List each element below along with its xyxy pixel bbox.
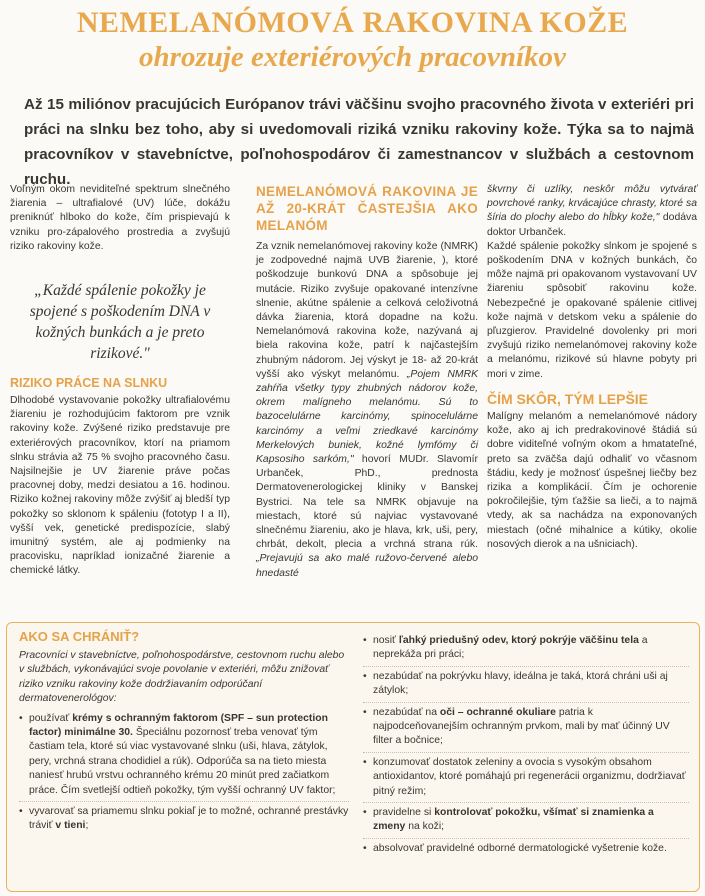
list-item-emphasis: oči – ochranné okuliare — [439, 706, 556, 718]
list-item-text: nosiť — [373, 635, 399, 646]
protection-box-right — [363, 631, 689, 859]
article-title-line1: NEMELANÓMOVÁ RAKOVINA KOŽE — [76, 6, 629, 39]
list-item-text: absolvovať pravidelné odborné dermatologické vyšetrenie kože. — [373, 842, 667, 854]
column-3-quote: škvrny či uzlíky, neskôr môžu vytvárať povrchové ranky, krvácajúce chrasty, ktoré sa šíria do plochy alebo do hĺbky kože," — [487, 184, 697, 224]
protection-list-right — [363, 631, 689, 859]
list-item-text-end: a neprekáža pri práci; — [373, 635, 648, 661]
column-2-quote-1: „Pojem NMRK zahŕňa všetky typy zhubných nádorov kože, okrem malígneho melanómu. Sú to bazocelulárne karcinómy, spinocelulárne karcinómy a veľmi zriedkavé karcinómy Merkelových buniek, kožné lymfómy či Kapsosiho sarkóm," — [256, 368, 478, 466]
list-item-text: nezabúdať na — [373, 706, 440, 718]
list-item-emphasis: ľahký priedušný odev, ktorý pokrýje väčšinu tela — [398, 635, 639, 646]
article-lead: Až 15 miliónov pracujúcich Európanov trávi väčšinu svojho pracovného života v exteriéri pri práci na slnku bez toho, aby si uvedomovali riziká vzniku rakoviny kože. Týka sa to najmä pracovníkov v stavebníctve, poľnohospodárov či zamestnancov v službách a cestovnom ruchu. — [24, 96, 694, 188]
list-item-text-end: patria k najpodceňovanejším ochranným prvkom, mali by mať účinný UV filter a bočnice; — [373, 706, 670, 747]
column-3 — [487, 183, 697, 552]
list-item-text-end: Špeciálnu pozornosť treba venovať tým častiam tela, ktoré sú viac vystavované slnku (uši, hlava, zátylok, pery, vrchná strana chodidiel a rúk). Odporúča sa na tieto miesta naniesť hrubú vrstvu ochranného krému 20 minút pred začiatkom práce. Čím svetlejší odtieň pokožky, tým vyšší ochranný UV faktor; — [29, 727, 336, 796]
column-1-body: Dlhodobé vystavovanie pokožky ultrafialovému žiareniu je rozhodujúcim faktorom pre vznik rakoviny kože. Zvýšené riziko predstavuje pre exteriérových pracovníkov, ktorí na priamom slnku strávia až 75 % svojho pracovného času. Najsilnejšie je UV žiarenie práve počas pracovnej doby, medzi desiatou a 16. hodinou. Riziko kožnej rakoviny môže zvýšiť aj bledší typ pokožky so sklonom k spáleniu (fototyp I a II), vyšší vek, genetické predispozície, slabý imunitný systém, ale aj podmienky na pracovisku, napríklad ionizačné žiarenie a chemické látky. — [10, 395, 230, 577]
protection-list-item — [19, 802, 349, 837]
pull-quote: „Každé spálenie pokožky je spojené s poškodením DNA v kožných bunkách a je preto rizikové." — [29, 282, 211, 363]
protection-box — [6, 622, 700, 892]
column-2 — [256, 183, 478, 581]
section-heading-riziko: RIZIKO PRÁCE NA SLNKU — [10, 376, 168, 391]
article-title-line2: ohrozuje exteriérových pracovníkov — [139, 41, 566, 73]
protection-list-item — [363, 803, 689, 839]
column-2-body — [256, 240, 478, 581]
list-item-text-end: na koži; — [405, 821, 445, 833]
column-2-quote-2: „Prejavujú sa ako malé ružovo-červené alebo hnedasté — [256, 553, 478, 579]
list-item-text: pravidelne si — [373, 807, 435, 819]
protection-list-item — [363, 753, 689, 803]
column-1 — [10, 183, 230, 579]
protection-box-left — [19, 649, 349, 837]
list-item-emphasis: v tieni — [55, 820, 86, 832]
list-item-emphasis: krémy s ochranným faktorom (SPF – sun protection factor) minimálne 30. — [29, 712, 328, 739]
protection-list-item — [363, 667, 689, 703]
column-2-text-1: Za vznik nemelanómovej rakoviny kože (NMRK) je zodpovedné najmä UVB žiarenie, ), ktoré poškodzuje bunkovú DNA a spôsobuje jej mutácie. Riziko zvyšuje opakované intenzívne slnenie, akútne spálenie a celková celoživotná dávka žiarenia, ktorá dopadne na kožu. Nemelanómová rakovina kože, nazývaná aj biela rakovina kože, patrí k najčastejším zhubným nádorom. Jej výskyt je 18- až 20-krát vyšší ako výskyt melanómu. — [256, 241, 478, 380]
list-item-text-end: ; — [85, 820, 89, 832]
column-1-intro: Voľným okom neviditeľné spektrum slnečného žiarenia – ultrafialové (UV) lúče, dokážu preniknúť hlboko do kože, čím prispievajú k vzniku pro-zápalového prostredia a zvyšujú riziko rakoviny kože. — [10, 184, 230, 252]
protection-list-left — [19, 709, 349, 837]
column-3-attribution: dodáva doktor Urbanček. — [487, 212, 697, 238]
list-item-text: nezabúdať na pokrývku hlavy, ideálna je taká, ktorá chráni uši aj zátylok; — [373, 670, 668, 697]
column-2-text-2: hovorí MUDr. Slavomír Urbanček, PhD., prednosta Dermatovenerologickej kliniky v Banskej Bystrici. Na tele sa NMRK objavuje na miestach, ktoré sú najviac vystavované slnečnému žiareniu, ako je hlava, krk, uši, pery, chrbát, dekolt, plecia a vrchná strana rúk. — [256, 454, 478, 551]
protection-box-title: AKO SA CHRÁNIŤ? — [19, 629, 140, 644]
list-item-text: používať — [29, 712, 73, 724]
section-heading-nmrk: NEMELANÓMOVÁ RAKOVINA JE AŽ 20-KRÁT ČASTEJŠIA AKO MELANÓM — [256, 184, 478, 233]
protection-list-item — [363, 703, 689, 753]
list-item-emphasis: kontrolovať pokožku, všímať si znamienka a zmeny — [373, 807, 654, 833]
protection-list-item — [19, 709, 349, 802]
column-3-body-3: Malígny melanóm a nemelanómové nádory kože, ako aj ich predrakovinové štádiá sú dobre viditeľné voľným okom a hmatateľné, preto sa zväčša dajú odhaliť vo včasnom štádiu, kedy je možnosť úspešnej liečby bez rizika a komplikácií. Čím je ochorenie pokročilejšie, tým ťažšie sa lieči, a to najmä vtedy, ak sa nachádza na exponovaných miestach (očné mihalnice a kútiky, okolie nosových dierok a na ušniciach). — [487, 411, 697, 550]
protection-box-intro: Pracovníci v stavebníctve, poľnohospodárstve, cestovnom ruchu alebo v službách, vykonávajúci svoje povolanie v exteriéri, môžu znižovať riziko vzniku rakoviny kože dodržiavaním odporúčaní dermatovenerológov: — [19, 650, 345, 705]
column-3-body-1 — [487, 183, 697, 240]
section-heading-cim-skor: ČÍM SKÔR, TÝM LEPŠIE — [487, 390, 649, 407]
protection-list-item — [363, 631, 689, 667]
column-3-body-2: Každé spálenie pokožky slnkom je spojené s poškodením DNA v kožných bunkách, čo môže najmä pri opakovanom vystavovaní UV žiareniu spôsobiť rakovinu kože. Nebezpečné je opakované spálenie citlivej kože najmä v detskom veku a spálenie do pľuzgierov. Pravidelné dovolenky pri mori zvyšujú riziko nemelanómovej rakoviny kože a melanómu, rizikové sú hlavne pobyty pri mori v zime. — [487, 240, 697, 380]
list-item-text: vyvarovať sa priamemu slnku pokiaľ je to možné, ochranné prestávky tráviť — [29, 806, 349, 832]
list-item-text: konzumovať dostatok zeleniny a ovocia s vysokým obsahom antioxidantov, ktoré pomáhajú pri regenerácii organizmu, dodržiavať pitný režim; — [373, 756, 686, 797]
protection-list-item — [363, 839, 689, 859]
